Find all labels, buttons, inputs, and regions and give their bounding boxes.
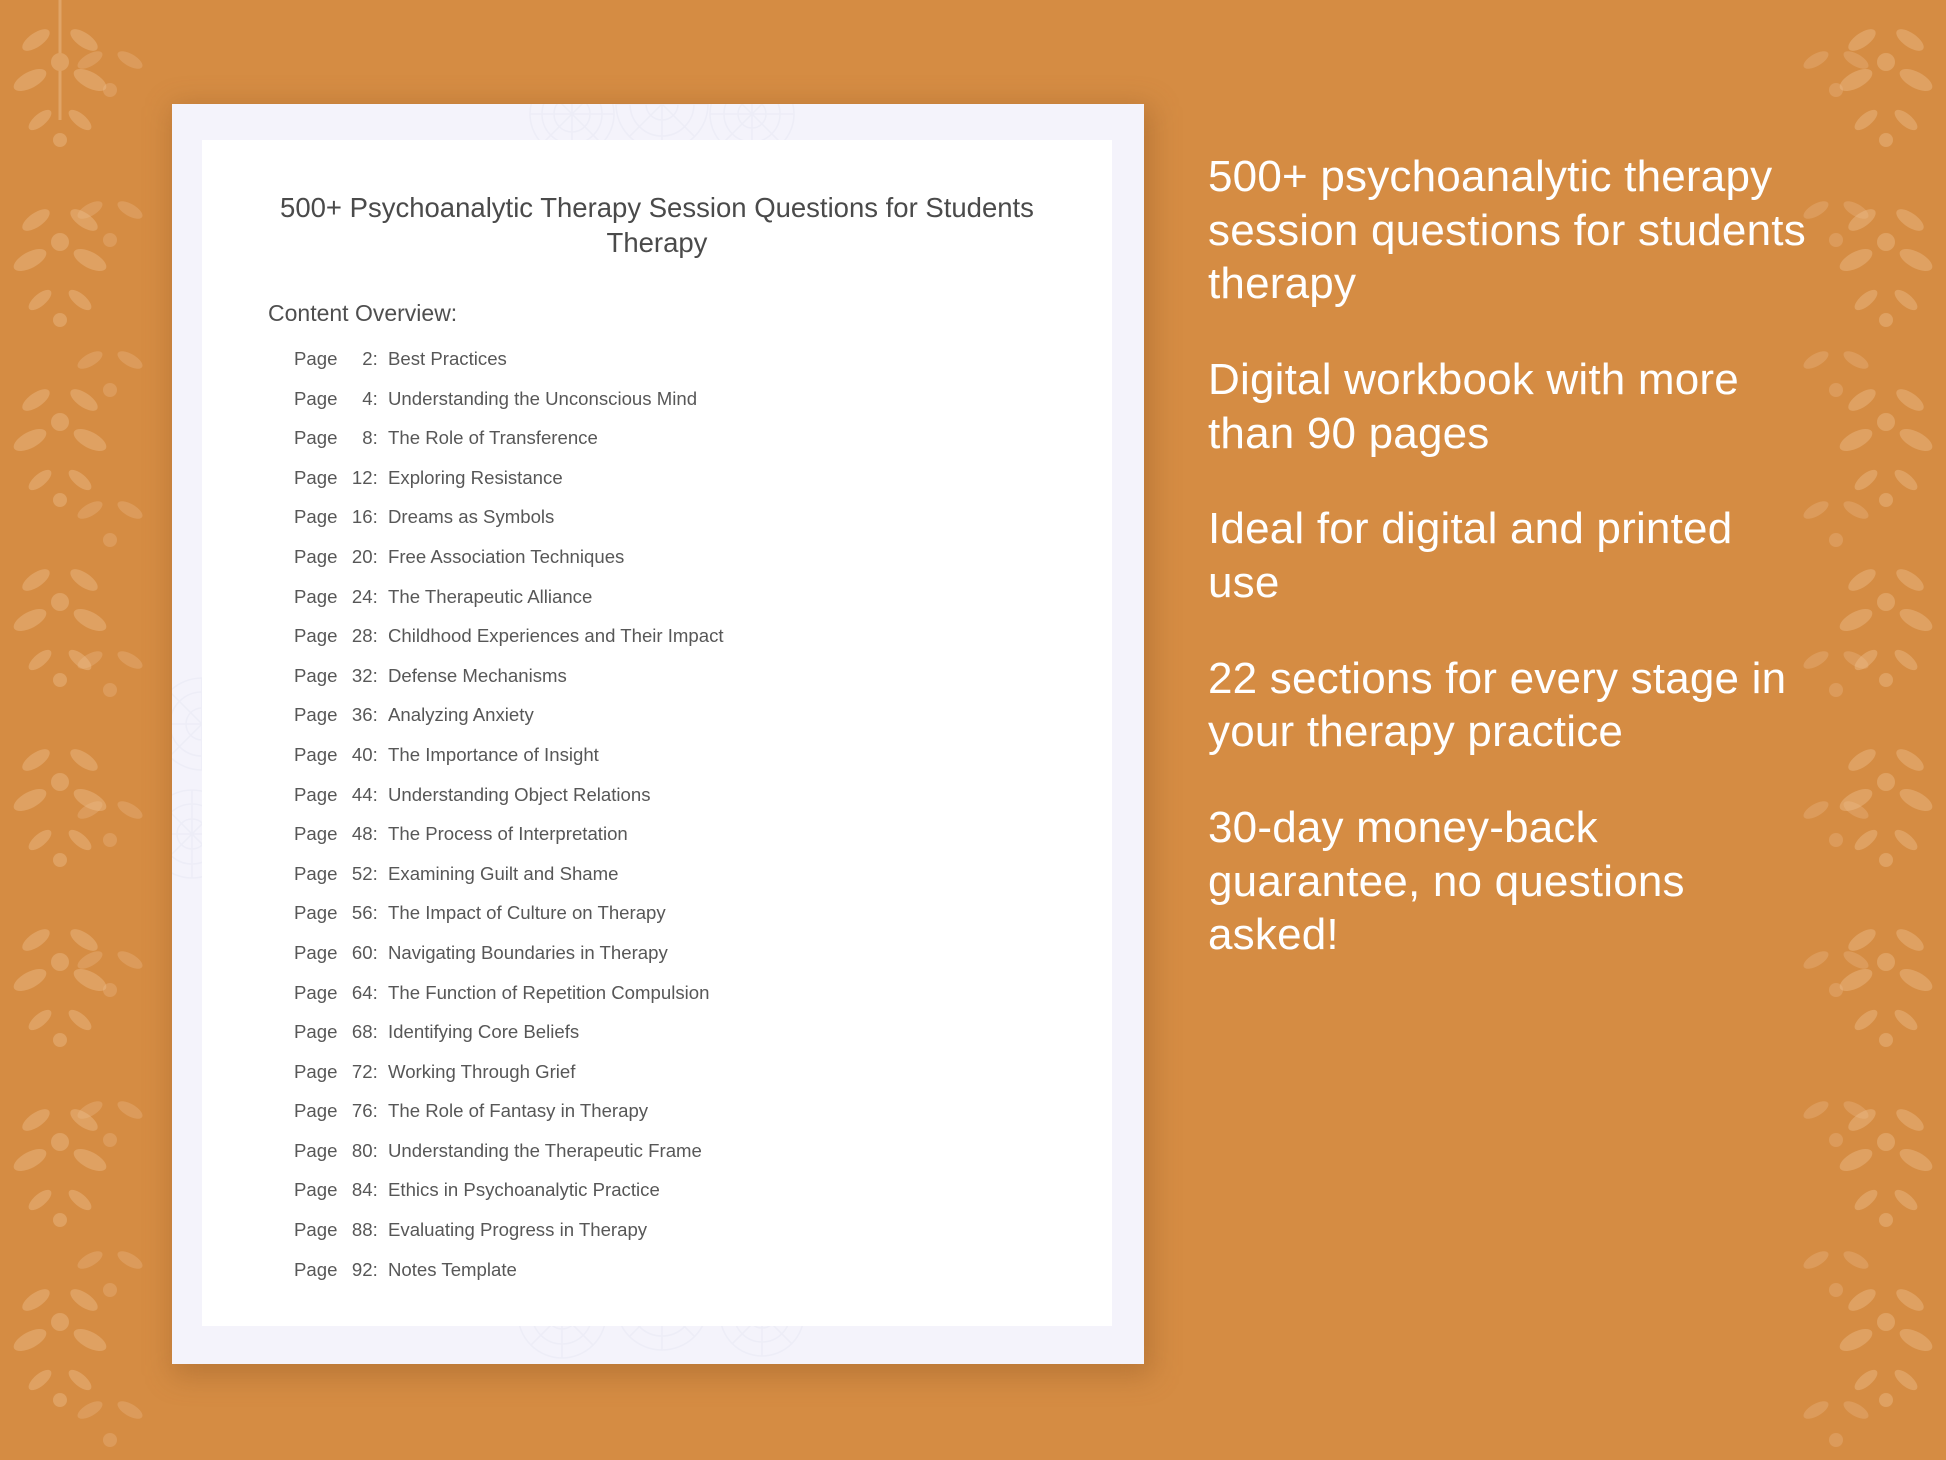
toc-entry-page: Page 4: [294,387,378,409]
toc-page-word: Page [294,823,338,845]
toc-entry-title: Working Through Grief [388,1060,576,1082]
toc-entry-page: Page 48: [294,823,378,845]
toc-entry-page: Page 44: [294,783,378,805]
toc-entry [294,1100,1084,1140]
toc-entry-title: Exploring Resistance [388,466,563,488]
toc-entry-page: Page 20: [294,545,378,567]
toc-entry [294,1259,1084,1299]
toc-page-word: Page [294,981,338,1003]
toc-entry-page: Page 60: [294,941,378,963]
marketing-bullet: Ideal for digital and printed use [1208,504,1733,608]
toc-entry-title: The Therapeutic Alliance [388,585,593,607]
toc-page-number: 52 [351,862,373,884]
toc-entry [294,982,1084,1022]
toc-entry-title: Best Practices [388,348,507,369]
toc-page-number: 56 [351,902,373,924]
toc-entry-title: Childhood Experiences and Their Impact [388,625,724,647]
toc-entry [294,784,1084,824]
page-title: 500+ Psychoanalytic Therapy Session Questions for Students Therapy [280,192,1034,259]
toc-entry [294,586,1084,626]
document-preview-card [172,104,1144,1364]
marketing-bullets [1208,150,1808,962]
toc-page-number: 84 [351,1179,373,1201]
toc-entry-page: Page 92: [294,1258,378,1280]
toc-entry [294,902,1084,942]
toc-entry [294,1179,1084,1219]
toc-entry-page: Page 40: [294,743,378,765]
toc-page-word: Page [294,1139,338,1161]
toc-entry [294,863,1084,903]
toc-page-number: 2 [362,348,373,369]
toc-entry-page: Page 12: [294,466,378,488]
toc-entry-page: Page 88: [294,1219,378,1241]
toc-entry-title: Defense Mechanisms [388,664,567,686]
toc-entry [294,467,1084,507]
toc-entry [294,546,1084,586]
toc-entry [294,388,1084,428]
toc-page-word: Page [294,783,338,805]
floral-border-left-inner [60,0,160,1460]
toc-page-word: Page [294,743,338,765]
marketing-bullet: 30-day money-back guarantee, no questions asked! [1208,803,1685,960]
toc-entry [294,704,1084,744]
toc-entry-page: Page 24: [294,585,378,607]
floral-border-right [1826,0,1946,1460]
toc-entry-title: Analyzing Anxiety [388,704,534,726]
toc-page-number: 8 [362,427,373,449]
toc-page-number: 68 [351,1021,373,1043]
toc-entry-page: Page 2: [294,348,378,369]
toc-page-word: Page [294,941,338,963]
toc-page-word: Page [294,387,338,409]
toc-entry-page: Page 28: [294,625,378,647]
toc-entry-page: Page 32: [294,664,378,686]
toc-entry [294,1021,1084,1061]
toc-page-word: Page [294,625,338,647]
toc-page-word: Page [294,862,338,884]
toc-entry-page: Page 8: [294,427,378,449]
toc-page-number: 32 [351,664,373,686]
toc-entry [294,744,1084,784]
content-overview-label: Content Overview: [268,300,458,326]
floral-border-left [0,0,120,1460]
toc-page-number: 20 [351,545,373,567]
toc-entry-title: Examining Guilt and Shame [388,862,619,884]
toc-entry [294,665,1084,705]
document-page [202,140,1112,1326]
toc-entry-title: Evaluating Progress in Therapy [388,1219,648,1241]
toc-entry-title: The Role of Transference [388,427,598,449]
toc-page-number: 92 [351,1258,373,1280]
marketing-bullet: Digital workbook with more than 90 pages [1208,355,1739,458]
toc-entry-page: Page 36: [294,704,378,726]
toc-entry-page: Page 64: [294,981,378,1003]
toc-page-word: Page [294,348,338,369]
toc-entry-title: Understanding the Unconscious Mind [388,387,698,409]
marketing-bullet: 500+ psychoanalytic therapy session questions for students therapy [1208,152,1806,309]
toc-entry-title: Navigating Boundaries in Therapy [388,941,668,963]
toc-entry-page: Page 56: [294,902,378,924]
toc-page-word: Page [294,506,338,528]
toc-page-number: 36 [351,704,373,726]
toc-entry-page: Page 68: [294,1021,378,1043]
toc-page-number: 80 [351,1139,373,1161]
toc-page-word: Page [294,1021,338,1043]
toc-entry-page: Page 84: [294,1179,378,1201]
toc-page-number: 40 [351,743,373,765]
toc-page-number: 60 [351,941,373,963]
toc-page-word: Page [294,1219,338,1241]
toc-page-number: 72 [351,1060,373,1082]
toc-entry-title: Understanding Object Relations [388,783,651,805]
toc-entry [294,942,1084,982]
toc-entry-title: Ethics in Psychoanalytic Practice [388,1179,660,1201]
toc-page-word: Page [294,427,338,449]
toc-entry-page: Page 80: [294,1139,378,1161]
toc-page-number: 88 [351,1219,373,1241]
toc-entry [294,1140,1084,1180]
table-of-contents [294,348,1084,1298]
toc-page-word: Page [294,902,338,924]
toc-entry-page: Page 76: [294,1100,378,1122]
toc-entry-title: Free Association Techniques [388,545,625,567]
toc-page-number: 16 [351,506,373,528]
toc-entry [294,348,1084,388]
toc-entry-title: Understanding the Therapeutic Frame [388,1139,702,1161]
toc-page-number: 4 [362,387,373,409]
toc-entry-title: The Impact of Culture on Therapy [388,902,666,924]
toc-entry-title: The Process of Interpretation [388,823,628,845]
toc-entry [294,1061,1084,1101]
toc-page-number: 24 [351,585,373,607]
toc-page-word: Page [294,664,338,686]
toc-entry-title: The Role of Fantasy in Therapy [388,1100,649,1122]
toc-page-word: Page [294,1060,338,1082]
toc-page-word: Page [294,1179,338,1201]
toc-page-word: Page [294,1258,338,1280]
toc-page-number: 48 [351,823,373,845]
toc-entry-page: Page 16: [294,506,378,528]
toc-page-word: Page [294,545,338,567]
toc-page-number: 12 [351,466,373,488]
toc-entry [294,506,1084,546]
toc-entry [294,1219,1084,1259]
toc-entry-title: The Function of Repetition Compulsion [388,981,710,1003]
toc-entry [294,823,1084,863]
toc-page-number: 28 [351,625,373,647]
marketing-bullet: 22 sections for every stage in your therapy practice [1208,653,1787,757]
toc-entry-page: Page 72: [294,1060,378,1082]
toc-page-number: 44 [351,783,373,805]
toc-entry-title: Identifying Core Beliefs [388,1021,580,1043]
toc-page-number: 76 [351,1100,373,1122]
toc-entry-title: Dreams as Symbols [388,506,555,528]
toc-page-word: Page [294,585,338,607]
toc-entry-page: Page 52: [294,862,378,884]
toc-page-word: Page [294,1100,338,1122]
toc-page-word: Page [294,466,338,488]
toc-entry [294,427,1084,467]
toc-page-number: 64 [351,981,373,1003]
toc-entry [294,625,1084,665]
toc-entry-title: The Importance of Insight [388,743,599,765]
toc-page-word: Page [294,704,338,726]
toc-entry-title: Notes Template [388,1258,517,1280]
